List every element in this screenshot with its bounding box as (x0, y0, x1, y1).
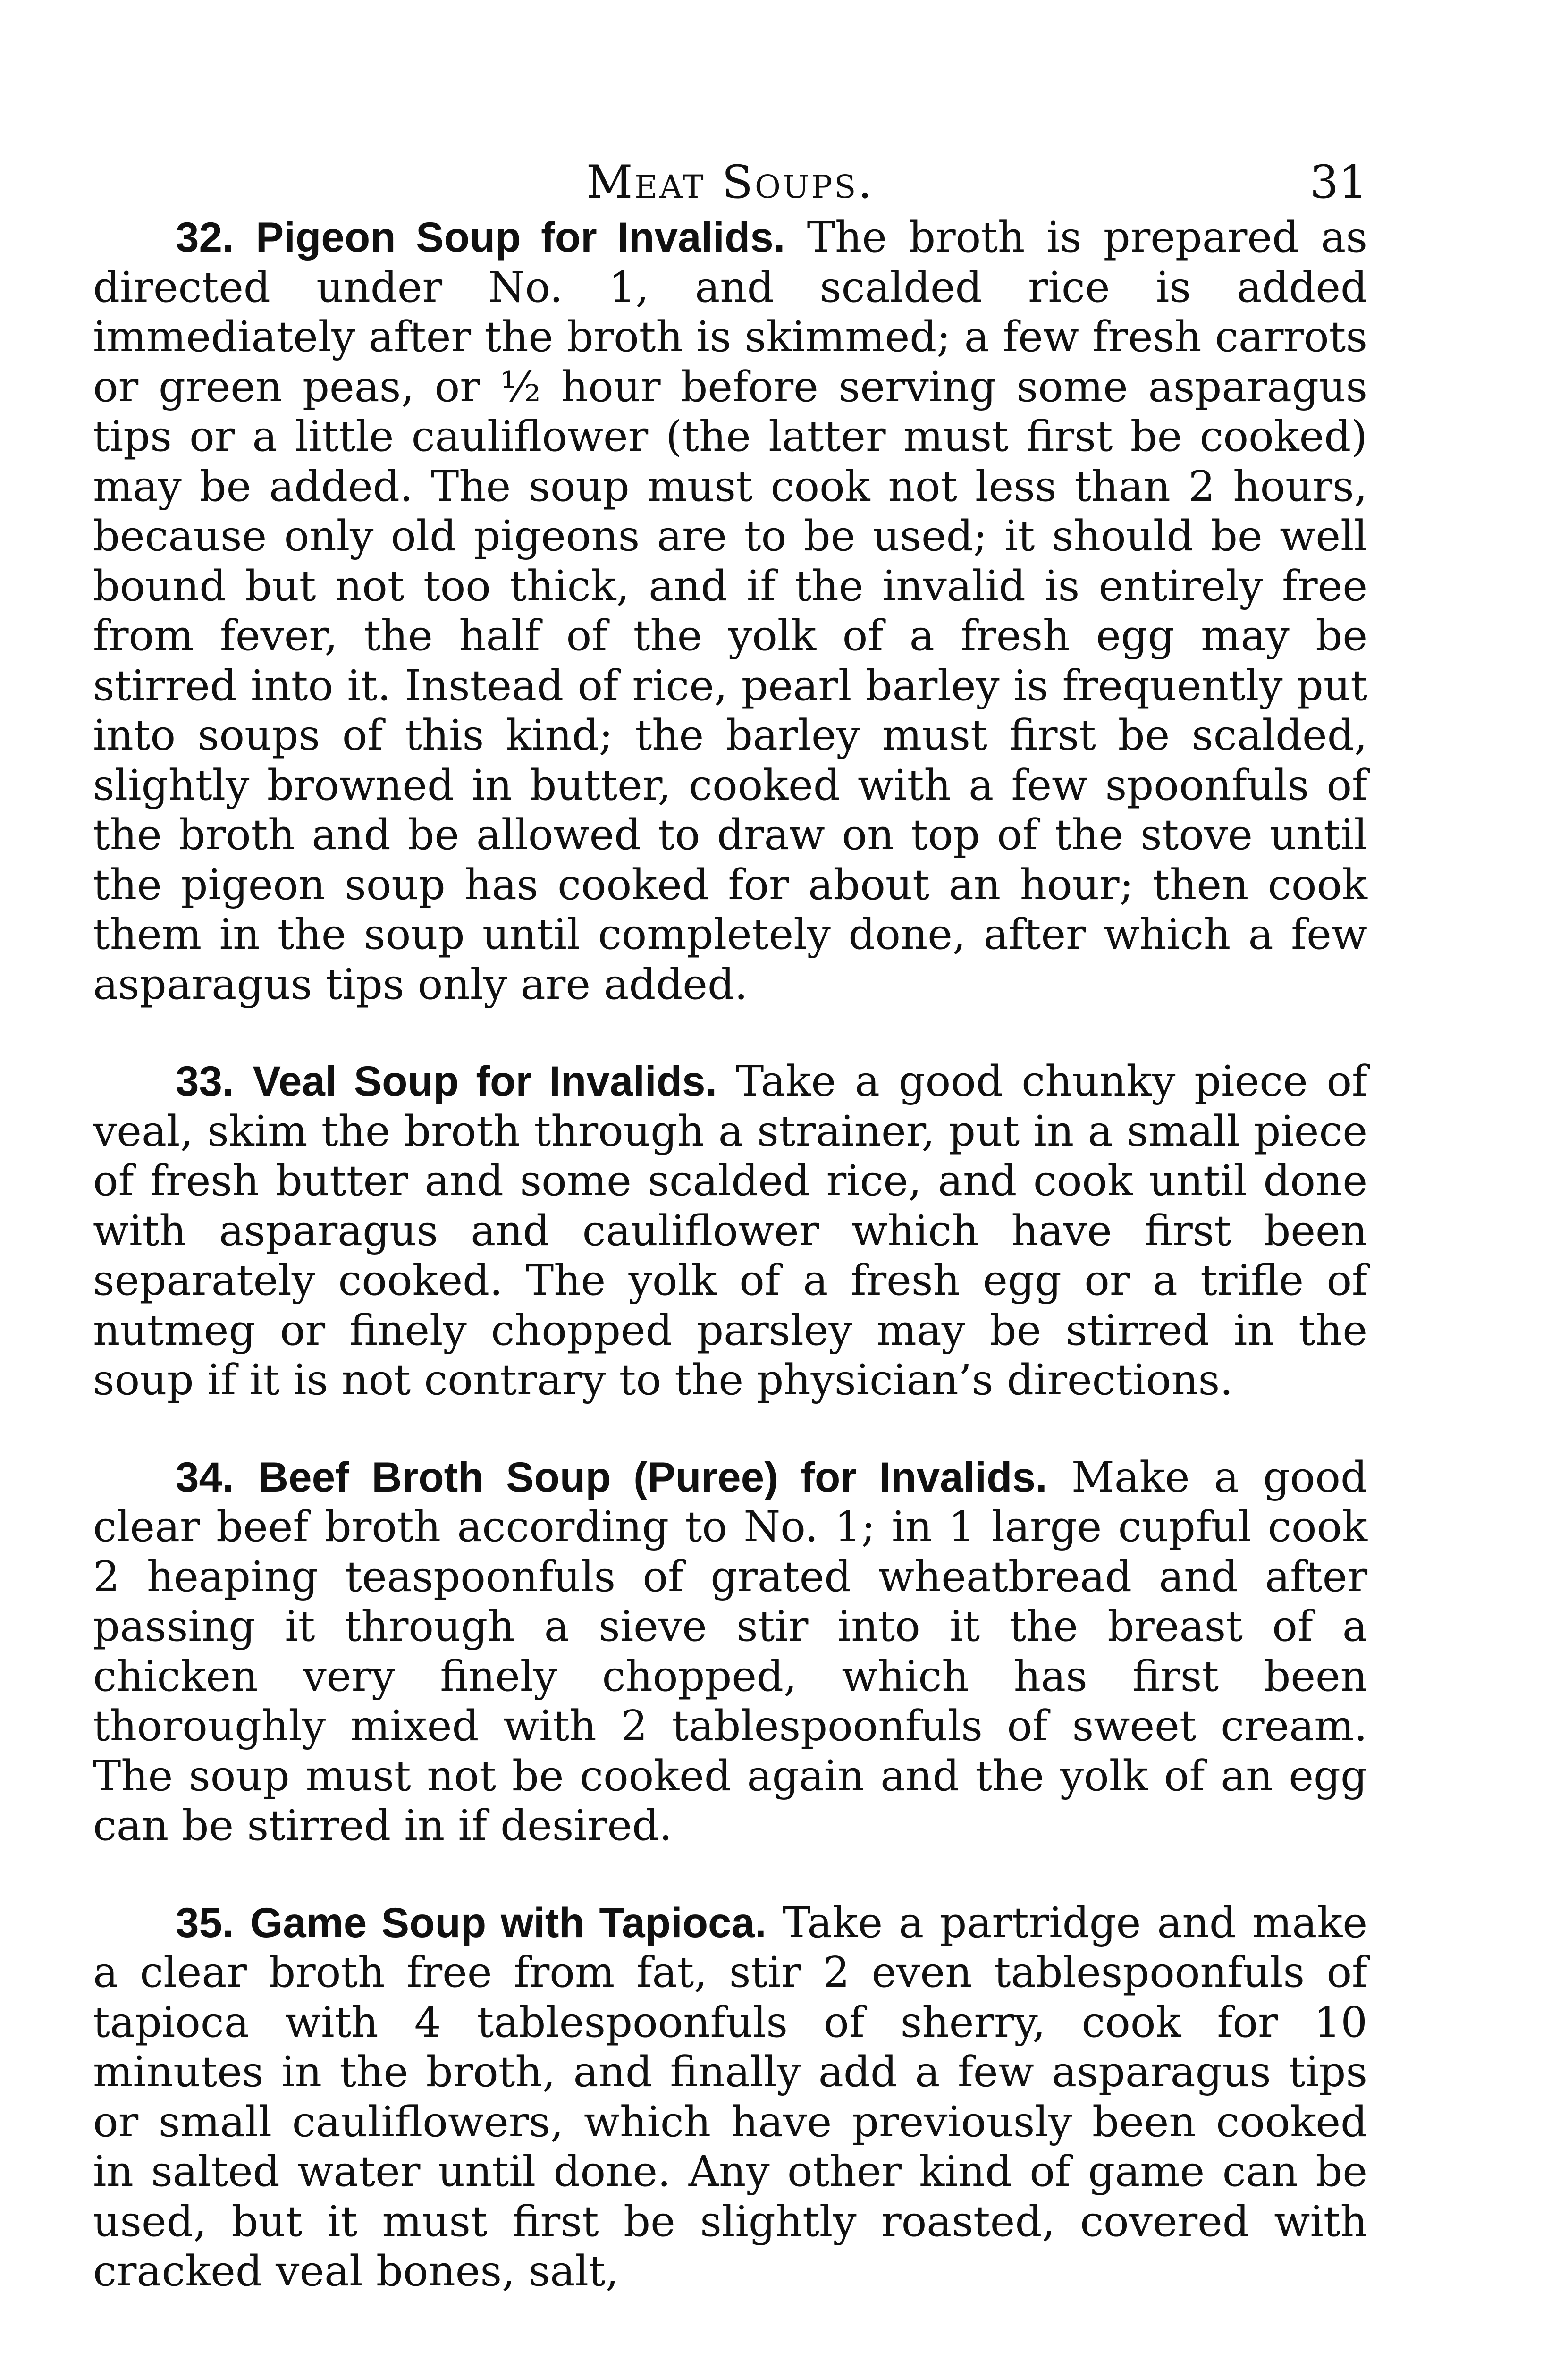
recipe-title: Veal Soup for Invalids. (253, 1057, 717, 1104)
recipe-33 (93, 1056, 1367, 1405)
page-number: 31 (1309, 156, 1367, 209)
recipe-title: Pigeon Soup for Invalids. (255, 213, 785, 261)
recipe-body: Take a good chunky piece of veal, skim the broth through a strainer, put in a small piece of fresh butter and some scalded rice, and cook until done with asparagus and cauliflower which have first been separately cooked. The yolk of a fresh egg or a trifle of nutmeg or finely chopped parsley may be stirred in the soup if it is not contrary to the physician’s directions. (93, 1056, 1367, 1404)
recipe-number: 35. (176, 1898, 234, 1946)
recipe-32 (93, 212, 1367, 1009)
recipe-body: The broth is prepared as directed under No. 1, and scalded rice is added immediately after the broth is skimmed; a few fresh carrots or green peas, or ½ hour before serving some asparagus tips or a little cauliflower (the latter must first be cooked) may be added. The soup must cook not less than 2 hours, because only old pigeons are to be used; it should be well bound but not too thick, and if the invalid is entirely free from fever, the half of the yolk of a fresh egg may be stirred into it. Instead of rice, pearl barley is frequently put into soups of this kind; the barley must first be scalded, slightly browned in butter, cooked with a few spoonfuls of the broth and be allowed to draw on top of the stove until the pigeon soup has cooked for about an hour; then cook them in the soup until completely done, after which a few asparagus tips only are added. (93, 212, 1367, 1009)
recipe-34 (93, 1452, 1367, 1851)
running-title: Meat Soups. (586, 156, 874, 209)
recipe-35 (93, 1898, 1367, 2296)
recipe-body: Take a partridge and make a clear broth free from fat, stir 2 even tablespoonfuls of tapioca with 4 tablespoonfuls of sherry, cook for 10 minutes in the broth, and finally add a few asparagus tips or small cauliflowers, which have previously been cooked in salted water until done. Any other kind of game can be used, but it must first be slightly roasted, covered with cracked veal bones, salt, (93, 1897, 1368, 2295)
recipe-title: Beef Broth Soup (Puree) for Invalids. (258, 1453, 1047, 1500)
recipe-number: 32. (176, 213, 234, 261)
recipe-number: 34. (176, 1453, 234, 1500)
recipe-body: Make a good clear beef broth according to No. 1; in 1 large cupful cook 2 heaping teaspoonfuls of grated wheatbread and after passing it through a sieve stir into it the breast of a chicken very finely chopped, which has first been thoroughly mixed with 2 tablespoonfuls of sweet cream. The soup must not be cooked again and the yolk of an egg can be stirred in if desired. (93, 1452, 1367, 1850)
book-page (93, 142, 1367, 2343)
recipe-title: Game Soup with Tapioca. (250, 1898, 767, 1946)
page-header (93, 142, 1367, 212)
recipe-number: 33. (176, 1057, 234, 1104)
